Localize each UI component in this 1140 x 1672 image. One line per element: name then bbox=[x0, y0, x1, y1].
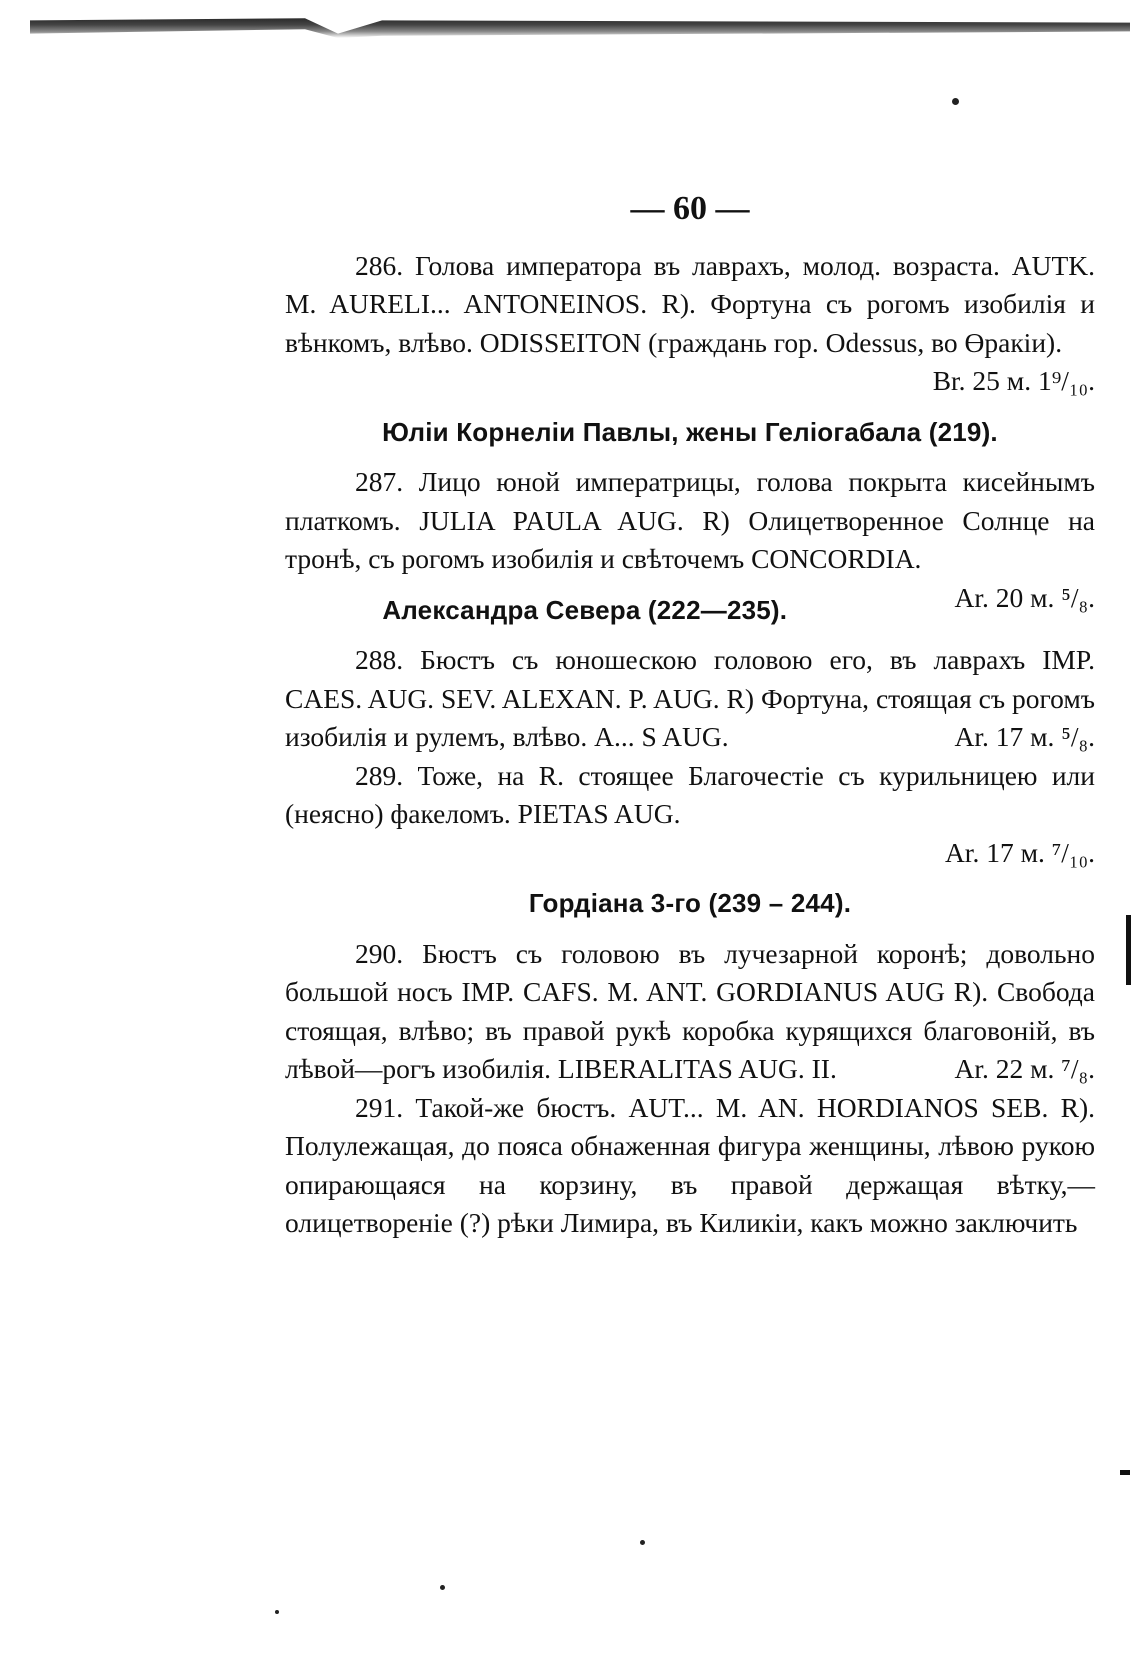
catalog-entry-288 bbox=[285, 641, 1095, 757]
entry-measure: Ar. 17 м. ⁵/₈. bbox=[954, 721, 1095, 752]
document-page bbox=[285, 190, 1095, 1243]
entry-text: Такой-же бюстъ. AUT... M. AN. HORDIANOS SEB. R). Полулежащая, до пояса обнаженная фигура женщины, лѣвою рукою опирающаяся на корзину, въ правой держащая вѣтку,—олицетвореніе (?) рѣки Лимира, въ Киликіи, какъ можно заключить bbox=[285, 1091, 1095, 1238]
entry-number: 289. bbox=[355, 759, 404, 791]
entry-text: Тоже, на R. стоящее Благочестіе съ курильницею или (неясно) факеломъ. PIETAS AUG. bbox=[285, 759, 1096, 829]
entry-number: 290. bbox=[355, 937, 404, 969]
section-heading: Юліи Корнеліи Павлы, жены Геліогабала (219). bbox=[382, 416, 998, 447]
entry-measure: Ar. 22 м. ⁷/₈. bbox=[954, 1053, 1095, 1084]
top-scan-border bbox=[30, 16, 1130, 38]
entry-text: Голова императора въ лаврахъ, молод. возраста. AUTK. M. AURELI... ANTONEINOS. R). Фортуна съ рогомъ изобилія и вѣнкомъ, влѣво. ODISSEITON (граждань гор. Odessus, во Өракіи). bbox=[285, 249, 1096, 358]
page-number: — 60 — bbox=[630, 190, 750, 227]
right-edge-mark bbox=[1126, 915, 1131, 985]
entry-number: 291. bbox=[355, 1091, 404, 1123]
entry-number: 287. bbox=[355, 466, 404, 497]
catalog-entry-290 bbox=[285, 935, 1095, 1089]
entry-text: Бюстъ съ юношескою головою его, въ лаврахъ IMP. CAES. AUG. SEV. ALEXAN. P. AUG. R) Фортуна, стоящая съ рогомъ изобилія и рулемъ, влѣво. A... S AUG. bbox=[285, 644, 1095, 752]
entry-measure: Ar. 20 м. ⁵/₈. bbox=[954, 581, 1095, 613]
catalog-entry-289 bbox=[285, 757, 1095, 834]
catalog-entry-291 bbox=[285, 1089, 1095, 1243]
entry-text: Лицо юной императрицы, голова покрыта кисейнымъ платкомъ. JULIA PAULA AUG. R) Олицетворенное Солнце на тронѣ, съ рогомъ изобилія и свѣточемъ CONCORDIA. bbox=[285, 466, 1096, 574]
section-heading: Гордіана 3-го (239 – 244). bbox=[528, 888, 852, 918]
entry-text: Бюстъ съ головою въ лучезарной коронѣ; довольно большой носъ IMP. CAFS. M. ANT. GORDIANUS AUG R). Свобода стоящая, влѣво; въ правой рукѣ коробка курящихся благовоній, въ лѣвой—рогъ изобилія. LIBERALITAS AUG. II. bbox=[285, 937, 1096, 1084]
scan-speck bbox=[275, 1610, 279, 1614]
right-edge-mark bbox=[1120, 1470, 1130, 1475]
section-heading: Александра Севера (222—235). bbox=[382, 594, 788, 625]
scan-speck bbox=[440, 1585, 445, 1590]
catalog-entry-286 bbox=[285, 247, 1095, 363]
scan-speck bbox=[640, 1540, 645, 1545]
entry-number: 286. bbox=[355, 249, 404, 281]
entry-measure: Ar. 17 м. ⁷/₁₀. bbox=[944, 836, 1095, 868]
scan-speck bbox=[952, 98, 959, 105]
entry-number: 288. bbox=[355, 644, 404, 675]
entry-measure: Br. 25 м. 1⁹/₁₀. bbox=[932, 365, 1095, 396]
